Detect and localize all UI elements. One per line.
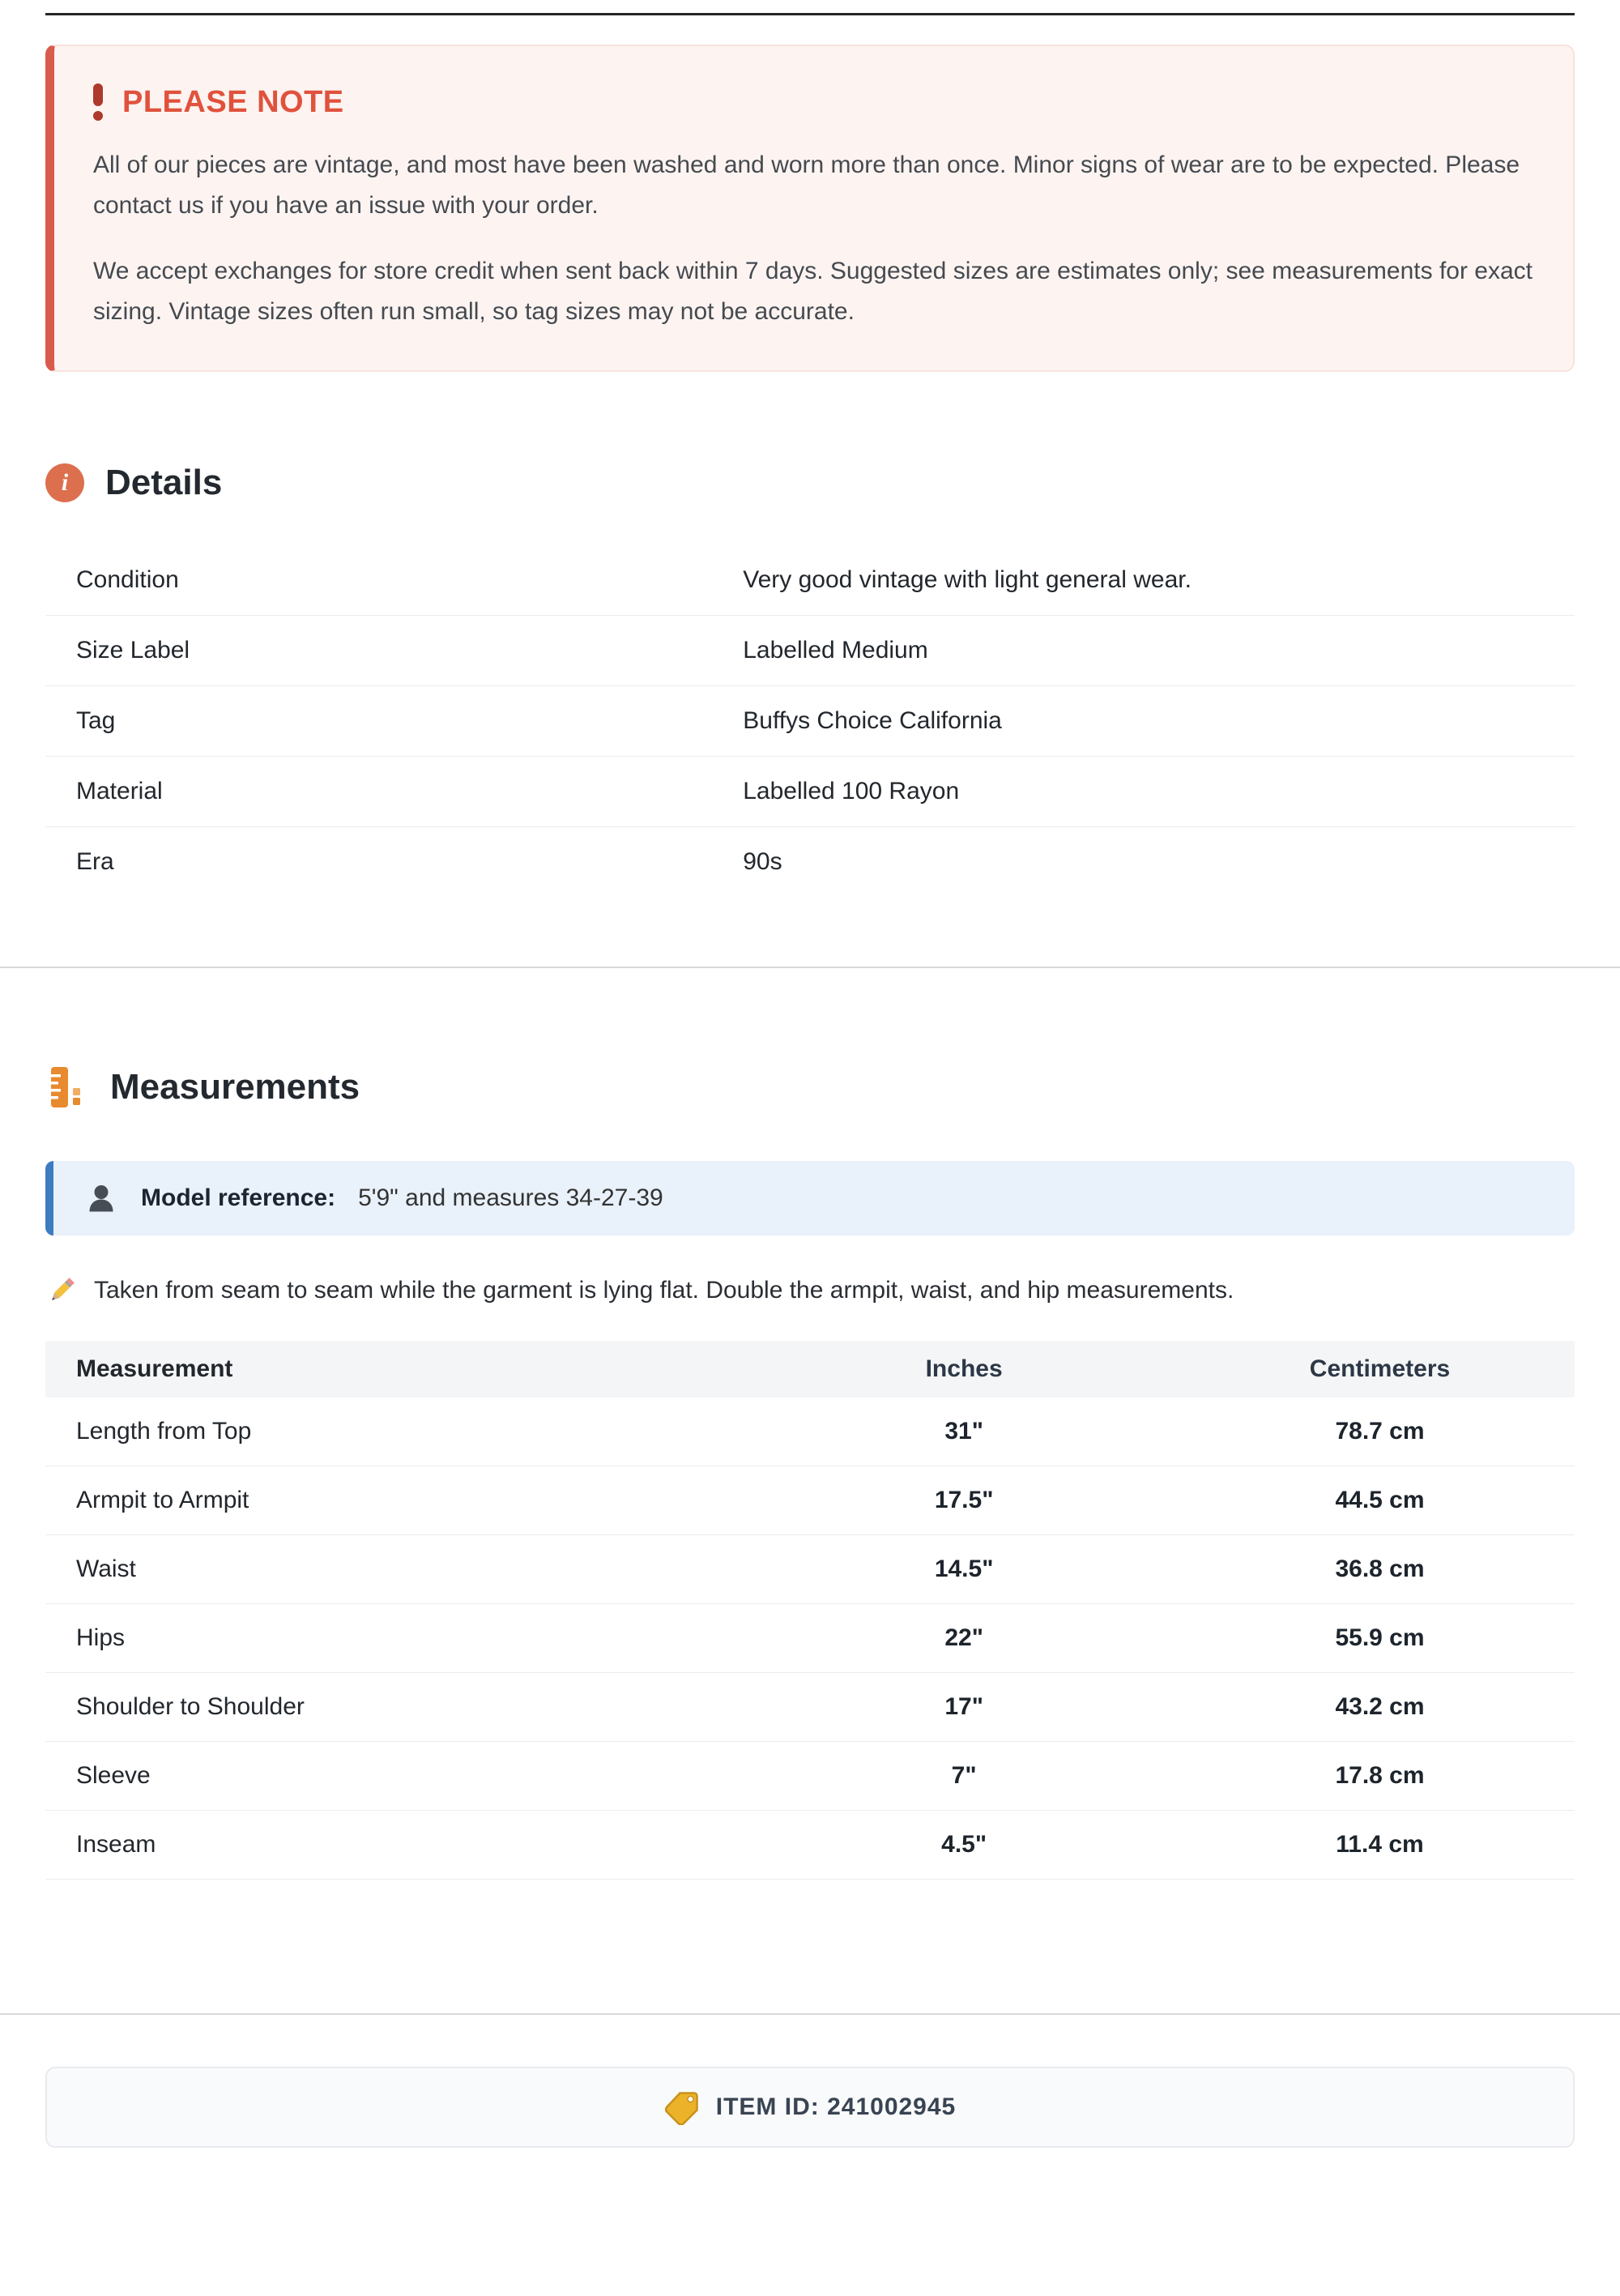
model-reference-value: 5'9" and measures 34-27-39 <box>358 1184 663 1211</box>
detail-value: 90s <box>743 847 782 875</box>
measurement-inches: 17.5" <box>934 1486 994 1513</box>
measurement-inches: 7" <box>951 1761 977 1789</box>
detail-value: Labelled 100 Rayon <box>743 777 960 804</box>
table-row <box>45 1742 1575 1811</box>
measurement-name: Armpit to Armpit <box>76 1486 249 1513</box>
measurement-cm: 78.7 cm <box>1335 1417 1425 1445</box>
detail-label: Size Label <box>76 636 190 664</box>
measurement-name: Waist <box>76 1555 136 1582</box>
column-header-centimeters: Centimeters <box>1309 1355 1451 1382</box>
details-title: Details <box>105 462 223 502</box>
measurement-name: Inseam <box>76 1830 156 1858</box>
detail-label: Condition <box>76 565 179 593</box>
measurement-name: Sleeve <box>76 1761 151 1789</box>
column-header-inches: Inches <box>925 1355 1003 1382</box>
detail-value: Labelled Medium <box>743 636 928 664</box>
measurements-section <box>45 1065 1575 1880</box>
note-title-row <box>93 83 1534 121</box>
measuring-instructions-text: Taken from seam to seam while the garment is lying flat. Double the armpit, waist, and hip measurements. <box>94 1276 1234 1304</box>
detail-label: Tag <box>76 706 116 734</box>
measurement-inches: 22" <box>944 1624 983 1651</box>
measurement-inches: 4.5" <box>941 1830 987 1858</box>
please-note-callout <box>45 45 1575 372</box>
info-icon <box>45 463 84 502</box>
table-row <box>45 1604 1575 1673</box>
measurement-cm: 43.2 cm <box>1335 1692 1425 1720</box>
measuring-instructions <box>45 1274 1575 1307</box>
ruler-icon <box>45 1065 89 1109</box>
item-id-text <box>716 2093 957 2121</box>
measurement-cm: 36.8 cm <box>1335 1555 1425 1582</box>
note-paragraph: All of our pieces are vintage, and most have been washed and worn more than once. Minor signs of wear are to be expected. Please contact us if you have an issue with your order. <box>93 152 1520 220</box>
table-row <box>45 615 1575 685</box>
table-row <box>45 685 1575 756</box>
note-paragraph: We accept exchanges for store credit when sent back within 7 days. Suggested sizes are estimates only; see measurements for exact sizing. Vintage sizes often run small, so tag sizes may not be accurate. <box>93 257 1533 326</box>
table-row <box>45 545 1575 615</box>
detail-label: Material <box>76 777 163 804</box>
measurement-inches: 17" <box>944 1692 983 1720</box>
measurements-heading <box>45 1065 1575 1109</box>
measurement-inches: 31" <box>944 1417 983 1445</box>
table-row <box>45 1398 1575 1466</box>
table-row <box>45 1535 1575 1604</box>
person-icon <box>84 1181 118 1215</box>
item-id-value: 241002945 <box>827 2093 957 2120</box>
table-row <box>45 756 1575 826</box>
details-heading <box>45 463 1575 503</box>
measurement-cm: 55.9 cm <box>1335 1624 1425 1651</box>
measurements-table <box>45 1341 1575 1880</box>
table-row <box>45 826 1575 897</box>
pencil-icon <box>45 1274 78 1307</box>
details-table <box>45 545 1575 897</box>
table-row <box>45 1673 1575 1742</box>
top-divider <box>45 13 1575 15</box>
detail-value: Very good vintage with light general wear. <box>743 565 1192 593</box>
measurement-cm: 44.5 cm <box>1335 1486 1425 1513</box>
table-row <box>45 1811 1575 1880</box>
table-row <box>45 1466 1575 1535</box>
exclamation-icon <box>93 83 103 121</box>
note-title: PLEASE NOTE <box>122 84 344 119</box>
tag-icon <box>664 2089 700 2125</box>
item-id-label: ITEM ID: <box>715 2093 820 2120</box>
section-divider <box>0 967 1620 968</box>
model-reference-callout <box>45 1161 1575 1235</box>
measurement-inches: 14.5" <box>934 1555 994 1582</box>
item-id-box <box>45 2067 1575 2148</box>
details-section <box>45 463 1575 897</box>
measurement-name: Shoulder to Shoulder <box>76 1692 305 1720</box>
measurement-cm: 17.8 cm <box>1335 1761 1425 1789</box>
model-reference-label: Model reference: <box>141 1184 336 1211</box>
measurement-name: Hips <box>76 1624 126 1651</box>
table-header-row <box>45 1341 1575 1398</box>
detail-value: Buffys Choice California <box>743 706 1002 734</box>
measurement-cm: 11.4 cm <box>1336 1830 1424 1858</box>
detail-label: Era <box>76 847 114 875</box>
section-divider <box>0 2013 1620 2015</box>
column-header-measurement: Measurement <box>76 1355 233 1382</box>
info-icon-glyph: i <box>61 468 69 496</box>
measurements-title: Measurements <box>110 1066 360 1107</box>
measurement-name: Length from Top <box>76 1417 252 1445</box>
